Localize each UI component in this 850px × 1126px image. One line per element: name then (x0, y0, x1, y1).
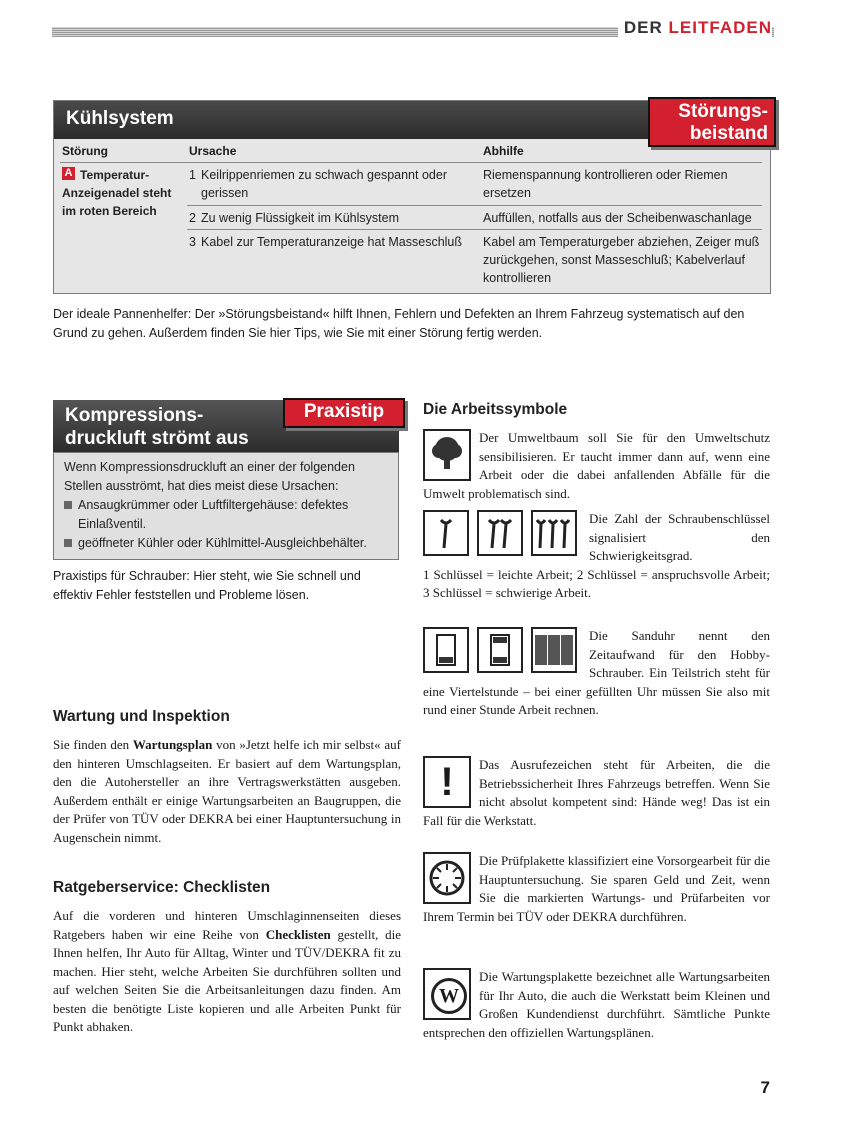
pruefplakette-text: Die Prüfplakette klassifiziert eine Vorsorgearbeit für die Hauptuntersuchung. Sie sparen Geld und Zeit, wenn Sie die markierten Wartungs- und Prüfarbeiten vor Ihrem Termin bei TÜV oder DEKRA durchführen. (423, 853, 770, 924)
list-item: geöffneter Kühler oder Kühlmittel-Ausgleichbehälter. (64, 534, 388, 553)
running-header (618, 18, 772, 38)
row1-remedy: Riemenspannung kontrollieren oder Riemen ersetzen (483, 168, 728, 200)
header-divider (60, 162, 762, 163)
praxistip-badge: Praxistip (283, 398, 405, 428)
schluessel-detail: 1 Schlüssel = leichte Arbeit; 2 Schlüssel = anspruchsvolle Arbeit; 3 Schlüssel = schwierige Arbeit. (423, 566, 770, 600)
header-title-leitfaden: LEITFADEN (668, 18, 772, 37)
umwelt-block (423, 429, 770, 503)
arbeitssymbole-heading: Die Arbeitssymbole (423, 401, 568, 418)
wrench-icons (423, 510, 583, 556)
list-item: Ansaugkrümmer oder Luftfiltergehäuse: defektes Einlaßventil. (64, 496, 388, 534)
page-number: 7 (760, 1078, 770, 1097)
pruefplakette-block (423, 852, 770, 926)
ratgeber-heading: Ratgeberservice: Checklisten (53, 879, 271, 896)
row2-cause: Zu wenig Flüssigkeit im Kühlsystem (201, 211, 399, 225)
row3-number: 3 (189, 235, 196, 249)
row1-number: 1 (189, 168, 196, 182)
praxistipp-title: Kompressions- druckluft strömt aus (65, 405, 249, 449)
symptom-text: Temperatur-Anzeigenadel steht im roten Bereich (62, 168, 172, 218)
stoerungsbeistand-badge (648, 97, 776, 147)
column-header-abhilfe: Abhilfe (483, 144, 524, 158)
schluessel-block (423, 510, 770, 603)
wrench-1-icon (423, 510, 469, 556)
maintenance-badge-icon (423, 968, 471, 1020)
wrench-2-icon (477, 510, 523, 556)
inspection-badge-icon (423, 852, 471, 904)
bullet-square-icon (64, 501, 72, 509)
praxistipp-caption: Praxistips für Schrauber: Hier steht, wie Sie schnell und effektiv Fehler feststellen und Probleme lösen. (53, 569, 361, 602)
ausrufezeichen-text: Das Ausrufezeichen steht für Arbeiten, die die Betriebssicherheit Ihres Fahrzeugs betreffen. Wenn Sie nicht absolut kompetent sind: Hände weg! Das ist ein Fall für die Werkstatt. (423, 757, 770, 828)
row3-remedy: Kabel am Temperaturgeber abziehen, Zeiger muß zurückgehen, sonst Masseschluß; Kabelverlauf kontrollieren (483, 235, 760, 285)
wartungsplakette-text: Die Wartungsplakette bezeichnet alle Wartungsarbeiten für Ihr Auto, die auch die Werkstatt beim Kleinen und Großen Kundendienst durchführt. Sämtliche Punkte entsprechen den offiziellen Wartungsplänen. (423, 969, 770, 1040)
sanduhr-block (423, 627, 770, 720)
hourglass-2-icon (477, 627, 523, 673)
kuehlsystem-title: Kühlsystem (66, 108, 174, 129)
row2-number: 2 (189, 211, 196, 225)
sanduhr-text: Die Sanduhr nennt den Zeitaufwand für den Hobby-Schrauber. Ein Teilstrich steht für eine Viertelstunde – bei einer gefüllten Uhr müssen Sie also mit rund einer Stunde Arbeit rechnen. (423, 628, 770, 717)
umwelt-text: Der Umweltbaum soll Sie für den Umweltschutz sensibilisieren. Er taucht immer dann auf, wenn eine Arbeit oder die dabei anfallenden Abfälle für die Umwelt problematisch sind. (423, 430, 770, 501)
row2-remedy: Auffüllen, notfalls aus der Scheibenwaschanlage (483, 211, 752, 225)
hourglass-icons (423, 627, 583, 673)
schluessel-text: Die Zahl der Schraubenschlüssel signalisiert den Schwierigkeitsgrad. (589, 511, 770, 563)
badge-line-1: Störungs- (678, 101, 768, 122)
exclamation-icon: ! (423, 756, 471, 808)
column-header-stoerung: Störung (62, 144, 108, 158)
ratgeber-paragraph: Auf die vorderen und hinteren Umschlaginnenseiten dieses Ratgebers haben wir eine Reihe von Checklisten gestellt, die Ihnen helfen, Ihr Auto für Alltag, Winter und TÜV/DEKRA fit zu machen. Hier steht, welche Arbeiten Sie durchführen sollten und auf welchen Seiten Sie die Arbeitsanleitungen dazu finden. Am besten die benötigte Liste kopieren und alle Arbeiten Punkt für Punkt abhaken. (53, 908, 402, 1034)
header-title-der: DER (623, 18, 663, 37)
bullet-square-icon (64, 539, 72, 547)
wartung-heading: Wartung und Inspektion (53, 708, 230, 725)
kuehlsystem-title-bar (54, 101, 654, 139)
ausrufezeichen-block (423, 756, 770, 830)
hourglass-1-icon (423, 627, 469, 673)
wartungsplakette-block (423, 968, 770, 1042)
warning-icon: A (62, 167, 75, 180)
tree-icon (423, 429, 471, 481)
wartung-paragraph: Sie finden den Wartungsplan von »Jetzt helfe ich mir selbst« auf den hinteren Umschlagseiten. Er basiert auf dem Wartungsplan, den die Autohersteller an ihre Vertragswerkstätten ausgeben. Außerdem enthält er einige Wartungsarbeiten an Baugruppen, die der Prüfer von TÜV oder DEKRA bei einer Hauptuntersuchung in Augenschein nimmt. (53, 737, 402, 845)
w-glyph: W (431, 978, 467, 1014)
row-divider (187, 229, 762, 230)
row1-cause: Keilrippenriemen zu schwach gespannt oder gerissen (201, 168, 447, 200)
wrench-3-icon (531, 510, 577, 556)
hourglass-3-icon (531, 627, 577, 673)
kuehlsystem-caption: Der ideale Pannenhelfer: Der »Störungsbeistand« hilft Ihnen, Fehlern und Defekten an Ihrem Fahrzeug systematisch auf den Grund zu gehen. Außerdem finden Sie hier Tips, wie Sie mit einer Störung fertig werden. (53, 307, 745, 340)
badge-line-2: beistand (689, 123, 768, 144)
row-divider (187, 205, 762, 206)
row3-cause: Kabel zur Temperaturanzeige hat Masseschluß (201, 235, 463, 249)
praxistipp-intro: Wenn Kompressionsdruckluft an einer der folgenden Stellen ausströmt, hat dies meist diese Ursachen: (64, 460, 355, 493)
praxistipp-body (53, 452, 399, 560)
column-header-ursache: Ursache (189, 144, 237, 158)
